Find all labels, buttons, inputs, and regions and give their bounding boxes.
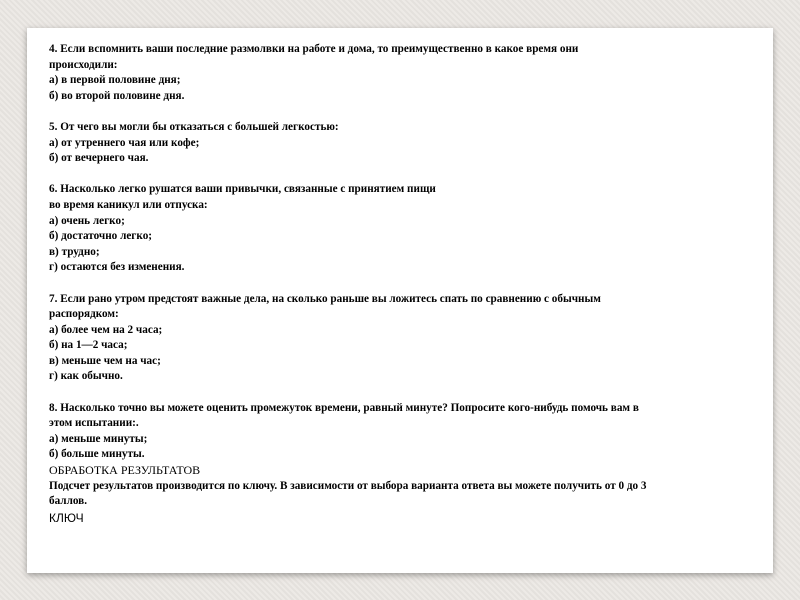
q7-option-a: а) более чем на 2 часа; xyxy=(49,323,163,336)
q4-line-1: 4. Если вспомнить ваши последние размолвки на работе и дома, то преимущественно в какое время они xyxy=(49,43,579,55)
q8-option-b: б) больше минуты. xyxy=(49,448,145,461)
q7-line-2: распорядком: xyxy=(49,308,119,321)
q5-line-1: 5. От чего вы могли бы отказаться с большей легкостью: xyxy=(49,120,339,133)
results-heading: ОБРАБОТКА РЕЗУЛЬТАТОВ xyxy=(49,463,201,478)
q4-option-a: а) в первой половине дня; xyxy=(49,74,181,87)
q5-option-a: а) от утреннего чая или кофе; xyxy=(49,136,200,149)
q7-option-d: г) как обычно. xyxy=(49,370,123,383)
q6-option-a: а) очень легко; xyxy=(49,214,125,227)
q8-line-2: этом испытании:. xyxy=(49,417,139,430)
results-text-line-2: баллов. xyxy=(49,495,87,508)
q6-line-1: 6. Насколько легко рушатся ваши привычки, связанные с принятием пищи xyxy=(49,183,436,196)
q8-option-a: а) меньше минуты; xyxy=(49,432,148,445)
spacer xyxy=(49,104,761,120)
results-text-line-1: Подсчет результатов производится по ключу. В зависимости от выбора варианта ответа вы можете получить от 0 до 3 xyxy=(49,479,647,492)
spacer xyxy=(49,276,761,292)
q6-option-c: в) трудно; xyxy=(49,245,100,258)
q8-line-1: 8. Насколько точно вы можете оценить промежуток времени, равный минуте? Попросите кого-нибудь помочь вам в xyxy=(49,401,639,414)
q5-option-b: б) от вечернего чая. xyxy=(49,152,149,165)
q6-option-d: г) остаются без изменения. xyxy=(49,261,185,274)
q6-option-b: б) достаточно легко; xyxy=(49,230,153,243)
q6-line-2: во время каникул или отпуска: xyxy=(49,198,208,211)
q7-option-b: б) на 1—2 часа; xyxy=(49,339,128,352)
key-label: КЛЮЧ xyxy=(49,510,84,525)
slide xyxy=(27,28,773,573)
q4-option-b: б) во второй половине дня. xyxy=(49,89,185,102)
questionnaire-text xyxy=(49,42,761,526)
spacer xyxy=(49,167,761,183)
q4-line-2: происходили: xyxy=(49,58,118,71)
spacer xyxy=(49,385,761,401)
q7-option-c: в) меньше чем на час; xyxy=(49,354,161,367)
q7-line-1: 7. Если рано утром предстоят важные дела, на сколько раньше вы ложитесь спать по сравнению с обычным xyxy=(49,292,601,305)
